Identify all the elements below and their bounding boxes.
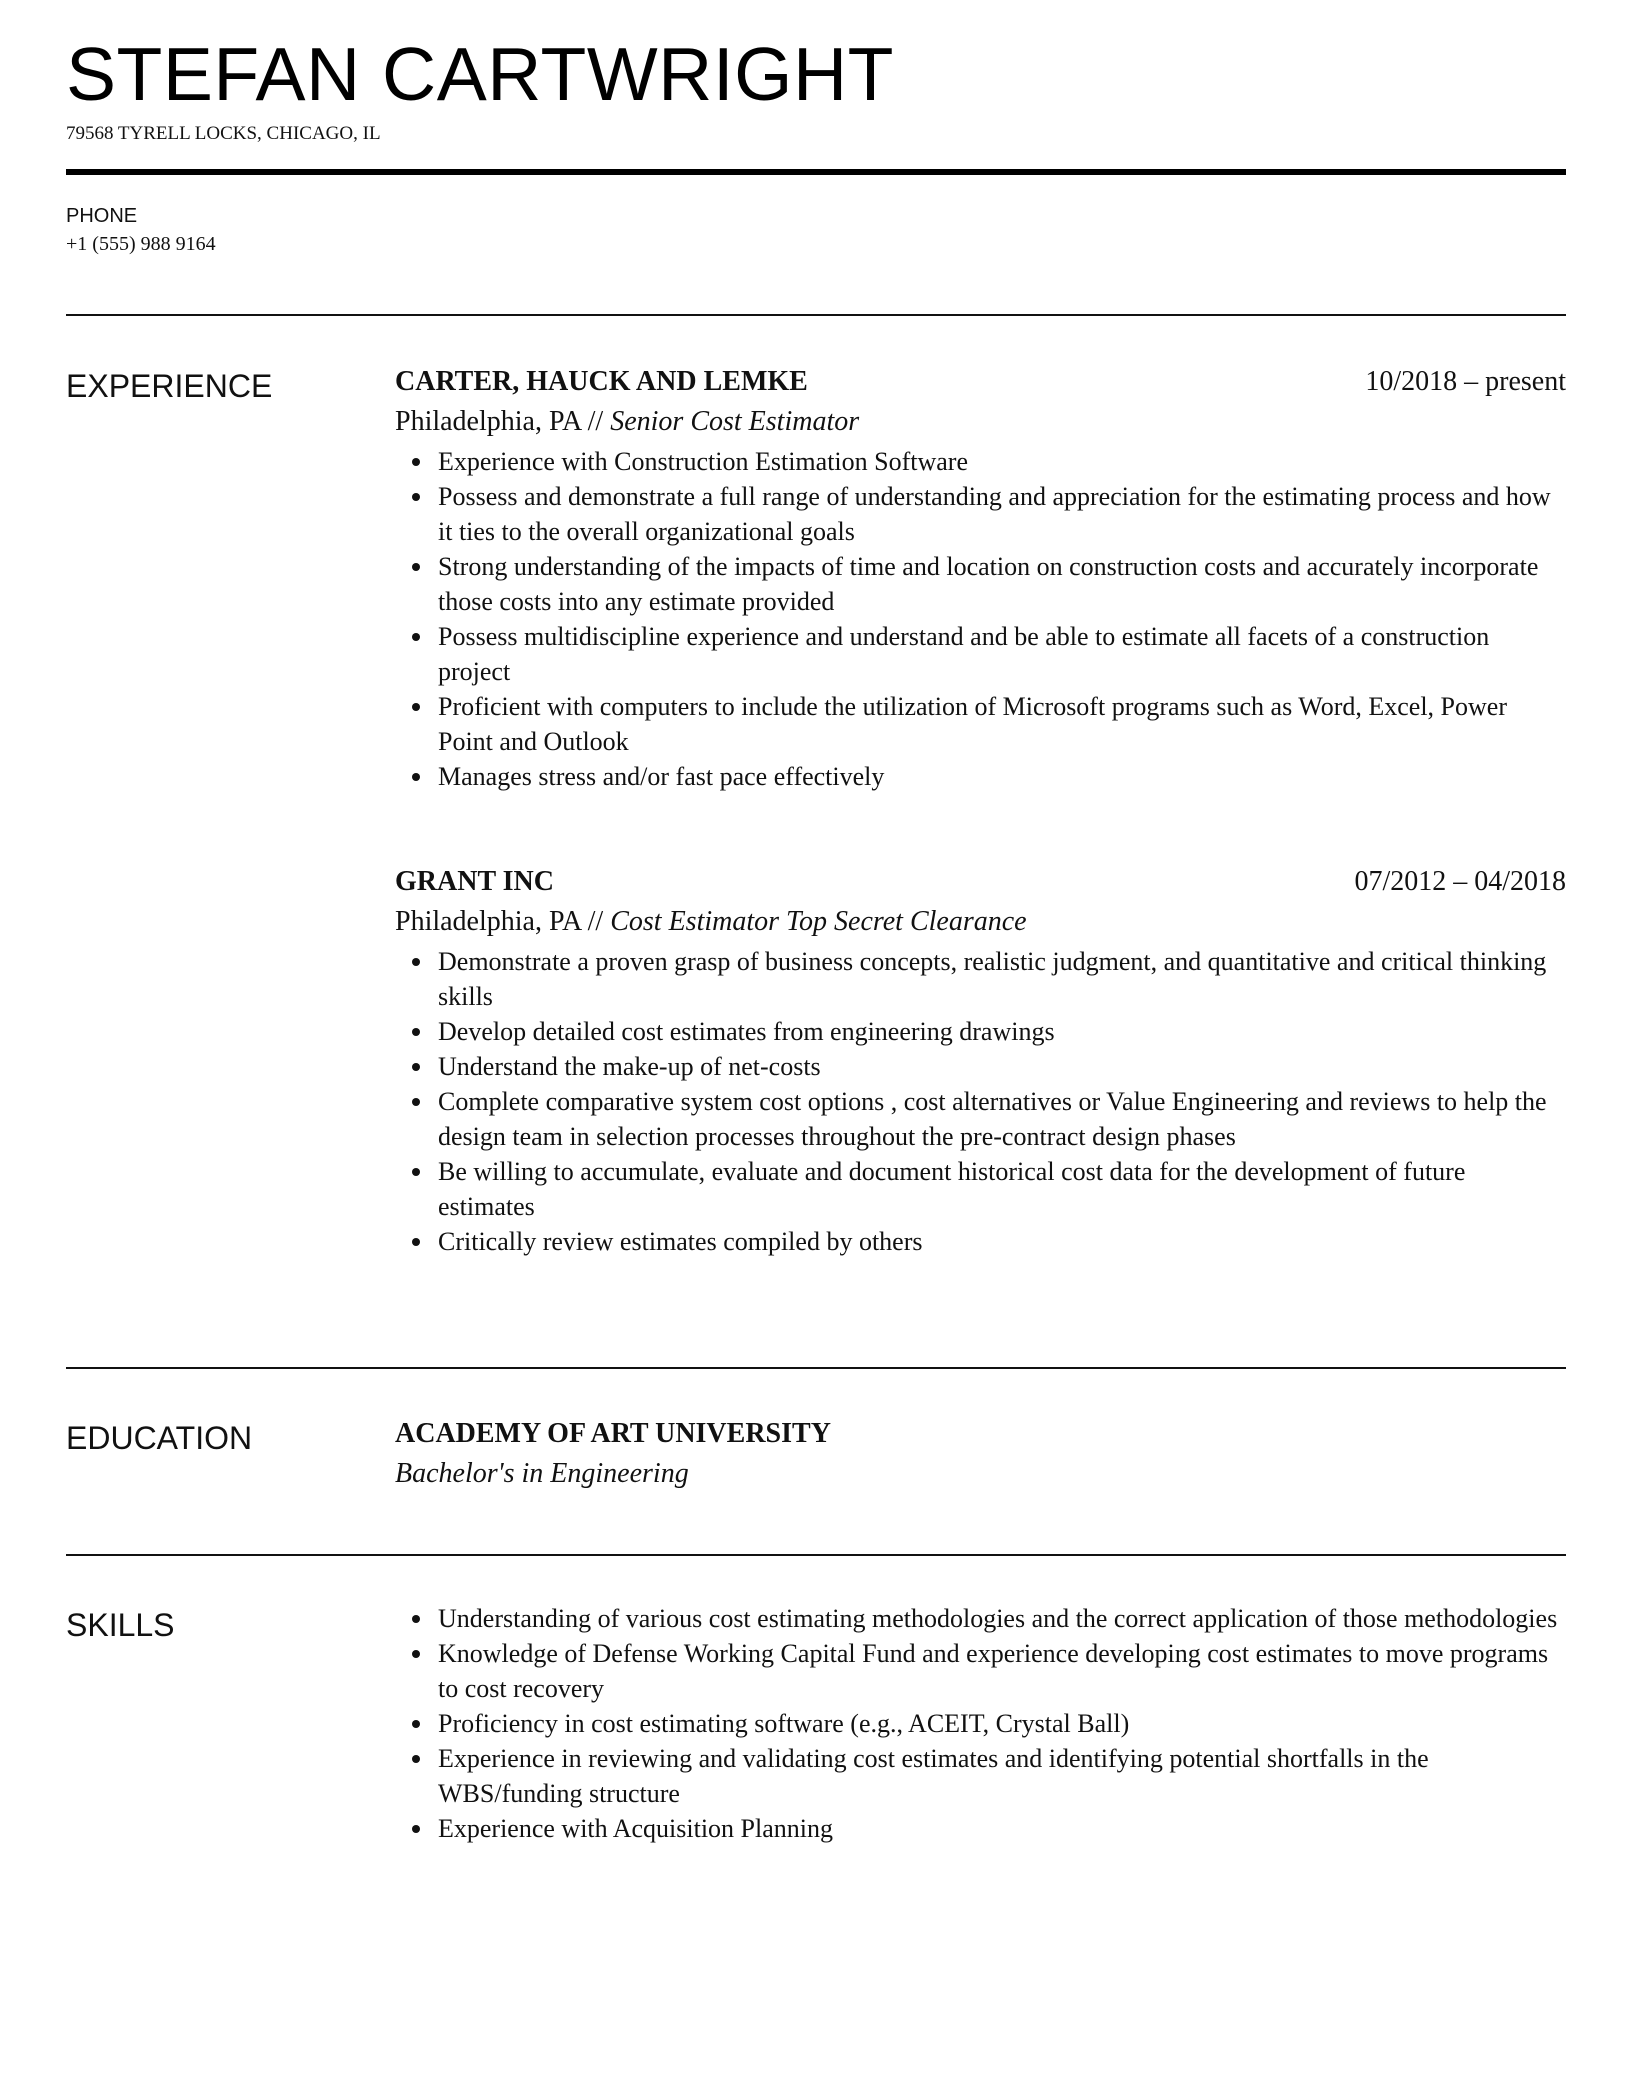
job-separator: // [580,406,611,437]
list-item-text: Experience with Construction Estimation Software [438,447,968,476]
list-item-text: Critically review estimates compiled by others [438,1227,923,1256]
list-item [395,1224,1566,1259]
education-school: ACADEMY OF ART UNIVERSITY [395,1418,831,1449]
list-item-text: Manages stress and/or fast pace effectively [438,762,885,791]
job-dates: 07/2012 – 04/2018 [1354,866,1566,897]
job-company: CARTER, HAUCK AND LEMKE [395,366,808,397]
education-degree: Bachelor's in Engineering [395,1458,689,1489]
bullet-dot-icon [412,563,420,571]
bullet-dot-icon [412,493,420,501]
list-item-text: Proficient with computers to include the utilization of Microsoft programs such as Word, Excel, Power Point and Outlook [438,692,1507,756]
list-item [395,1084,1566,1154]
skills-list [395,1601,1566,1846]
list-item-text: Understanding of various cost estimating methodologies and the correct application of those methodologies [438,1604,1558,1633]
section-title-experience: EXPERIENCE [66,368,273,404]
list-item [395,549,1566,619]
job-subline [395,902,1566,942]
list-item [395,1154,1566,1224]
list-item [395,1811,1566,1846]
section-divider-skills [66,1554,1566,1556]
bullet-dot-icon [412,1615,420,1623]
list-item [395,1049,1566,1084]
bullet-dot-icon [412,1720,420,1728]
list-item-text: Develop detailed cost estimates from engineering drawings [438,1017,1055,1046]
list-item [395,1601,1566,1636]
job-entry [395,862,1566,1259]
bullet-dot-icon [412,1650,420,1658]
list-item [395,444,1566,479]
section-divider-experience [66,314,1566,316]
list-item [395,1741,1566,1811]
list-item [395,1014,1566,1049]
job-header [395,362,1566,402]
job-entry [395,362,1566,794]
bullet-dot-icon [412,1098,420,1106]
phone-label: PHONE [66,205,138,227]
list-item [395,479,1566,549]
job-bullets [395,444,1566,794]
bullet-dot-icon [412,633,420,641]
header-divider [66,169,1566,175]
bullet-dot-icon [412,458,420,466]
candidate-address: 79568 TYRELL LOCKS, CHICAGO, IL [66,123,381,144]
list-item [395,759,1566,794]
list-item-text: Possess and demonstrate a full range of understanding and appreciation for the estimating process and how it ties to the overall organizational goals [438,482,1551,546]
bullet-dot-icon [412,1238,420,1246]
list-item-text: Demonstrate a proven grasp of business concepts, realistic judgment, and quantitative and critical thinking skills [438,947,1547,1011]
list-item-text: Experience in reviewing and validating cost estimates and identifying potential shortfalls in the WBS/funding structure [438,1744,1429,1808]
section-title-education: EDUCATION [66,1420,253,1456]
education-entry [395,1414,1566,1494]
list-item-text: Complete comparative system cost options , cost alternatives or Value Engineering and reviews to help the design team in selection processes throughout the pre-contract design phases [438,1087,1547,1151]
job-bullets [395,944,1566,1259]
job-role: Senior Cost Estimator [610,406,860,437]
bullet-dot-icon [412,1825,420,1833]
bullet-dot-icon [412,1028,420,1036]
phone-value: +1 (555) 988 9164 [66,233,216,255]
job-separator: // [580,906,611,937]
section-divider-education [66,1367,1566,1369]
list-item-text: Proficiency in cost estimating software (e.g., ACEIT, Crystal Ball) [438,1709,1130,1738]
list-item-text: Possess multidiscipline experience and understand and be able to estimate all facets of a construction project [438,622,1490,686]
list-item-text: Strong understanding of the impacts of time and location on construction costs and accurately incorporate those costs into any estimate provided [438,552,1539,616]
bullet-dot-icon [412,1168,420,1176]
job-dates: 10/2018 – present [1365,366,1566,397]
bullet-dot-icon [412,703,420,711]
list-item [395,1706,1566,1741]
bullet-dot-icon [412,773,420,781]
list-item [395,689,1566,759]
bullet-dot-icon [412,1755,420,1763]
candidate-name: STEFAN CARTWRIGHT [66,32,894,116]
job-subline [395,402,1566,442]
job-role: Cost Estimator Top Secret Clearance [610,906,1027,937]
job-location: Philadelphia, PA [395,906,581,937]
list-item-text: Experience with Acquisition Planning [438,1814,833,1843]
list-item [395,944,1566,1014]
bullet-dot-icon [412,1063,420,1071]
list-item-text: Be willing to accumulate, evaluate and document historical cost data for the development of future estimates [438,1157,1466,1221]
list-item-text: Understand the make-up of net-costs [438,1052,821,1081]
bullet-dot-icon [412,958,420,966]
job-company: GRANT INC [395,866,554,897]
job-header [395,862,1566,902]
skills-entry [395,1601,1566,1846]
list-item [395,619,1566,689]
section-title-skills: SKILLS [66,1607,175,1643]
list-item-text: Knowledge of Defense Working Capital Fund and experience developing cost estimates to move programs to cost recovery [438,1639,1549,1703]
job-location: Philadelphia, PA [395,406,581,437]
list-item [395,1636,1566,1706]
